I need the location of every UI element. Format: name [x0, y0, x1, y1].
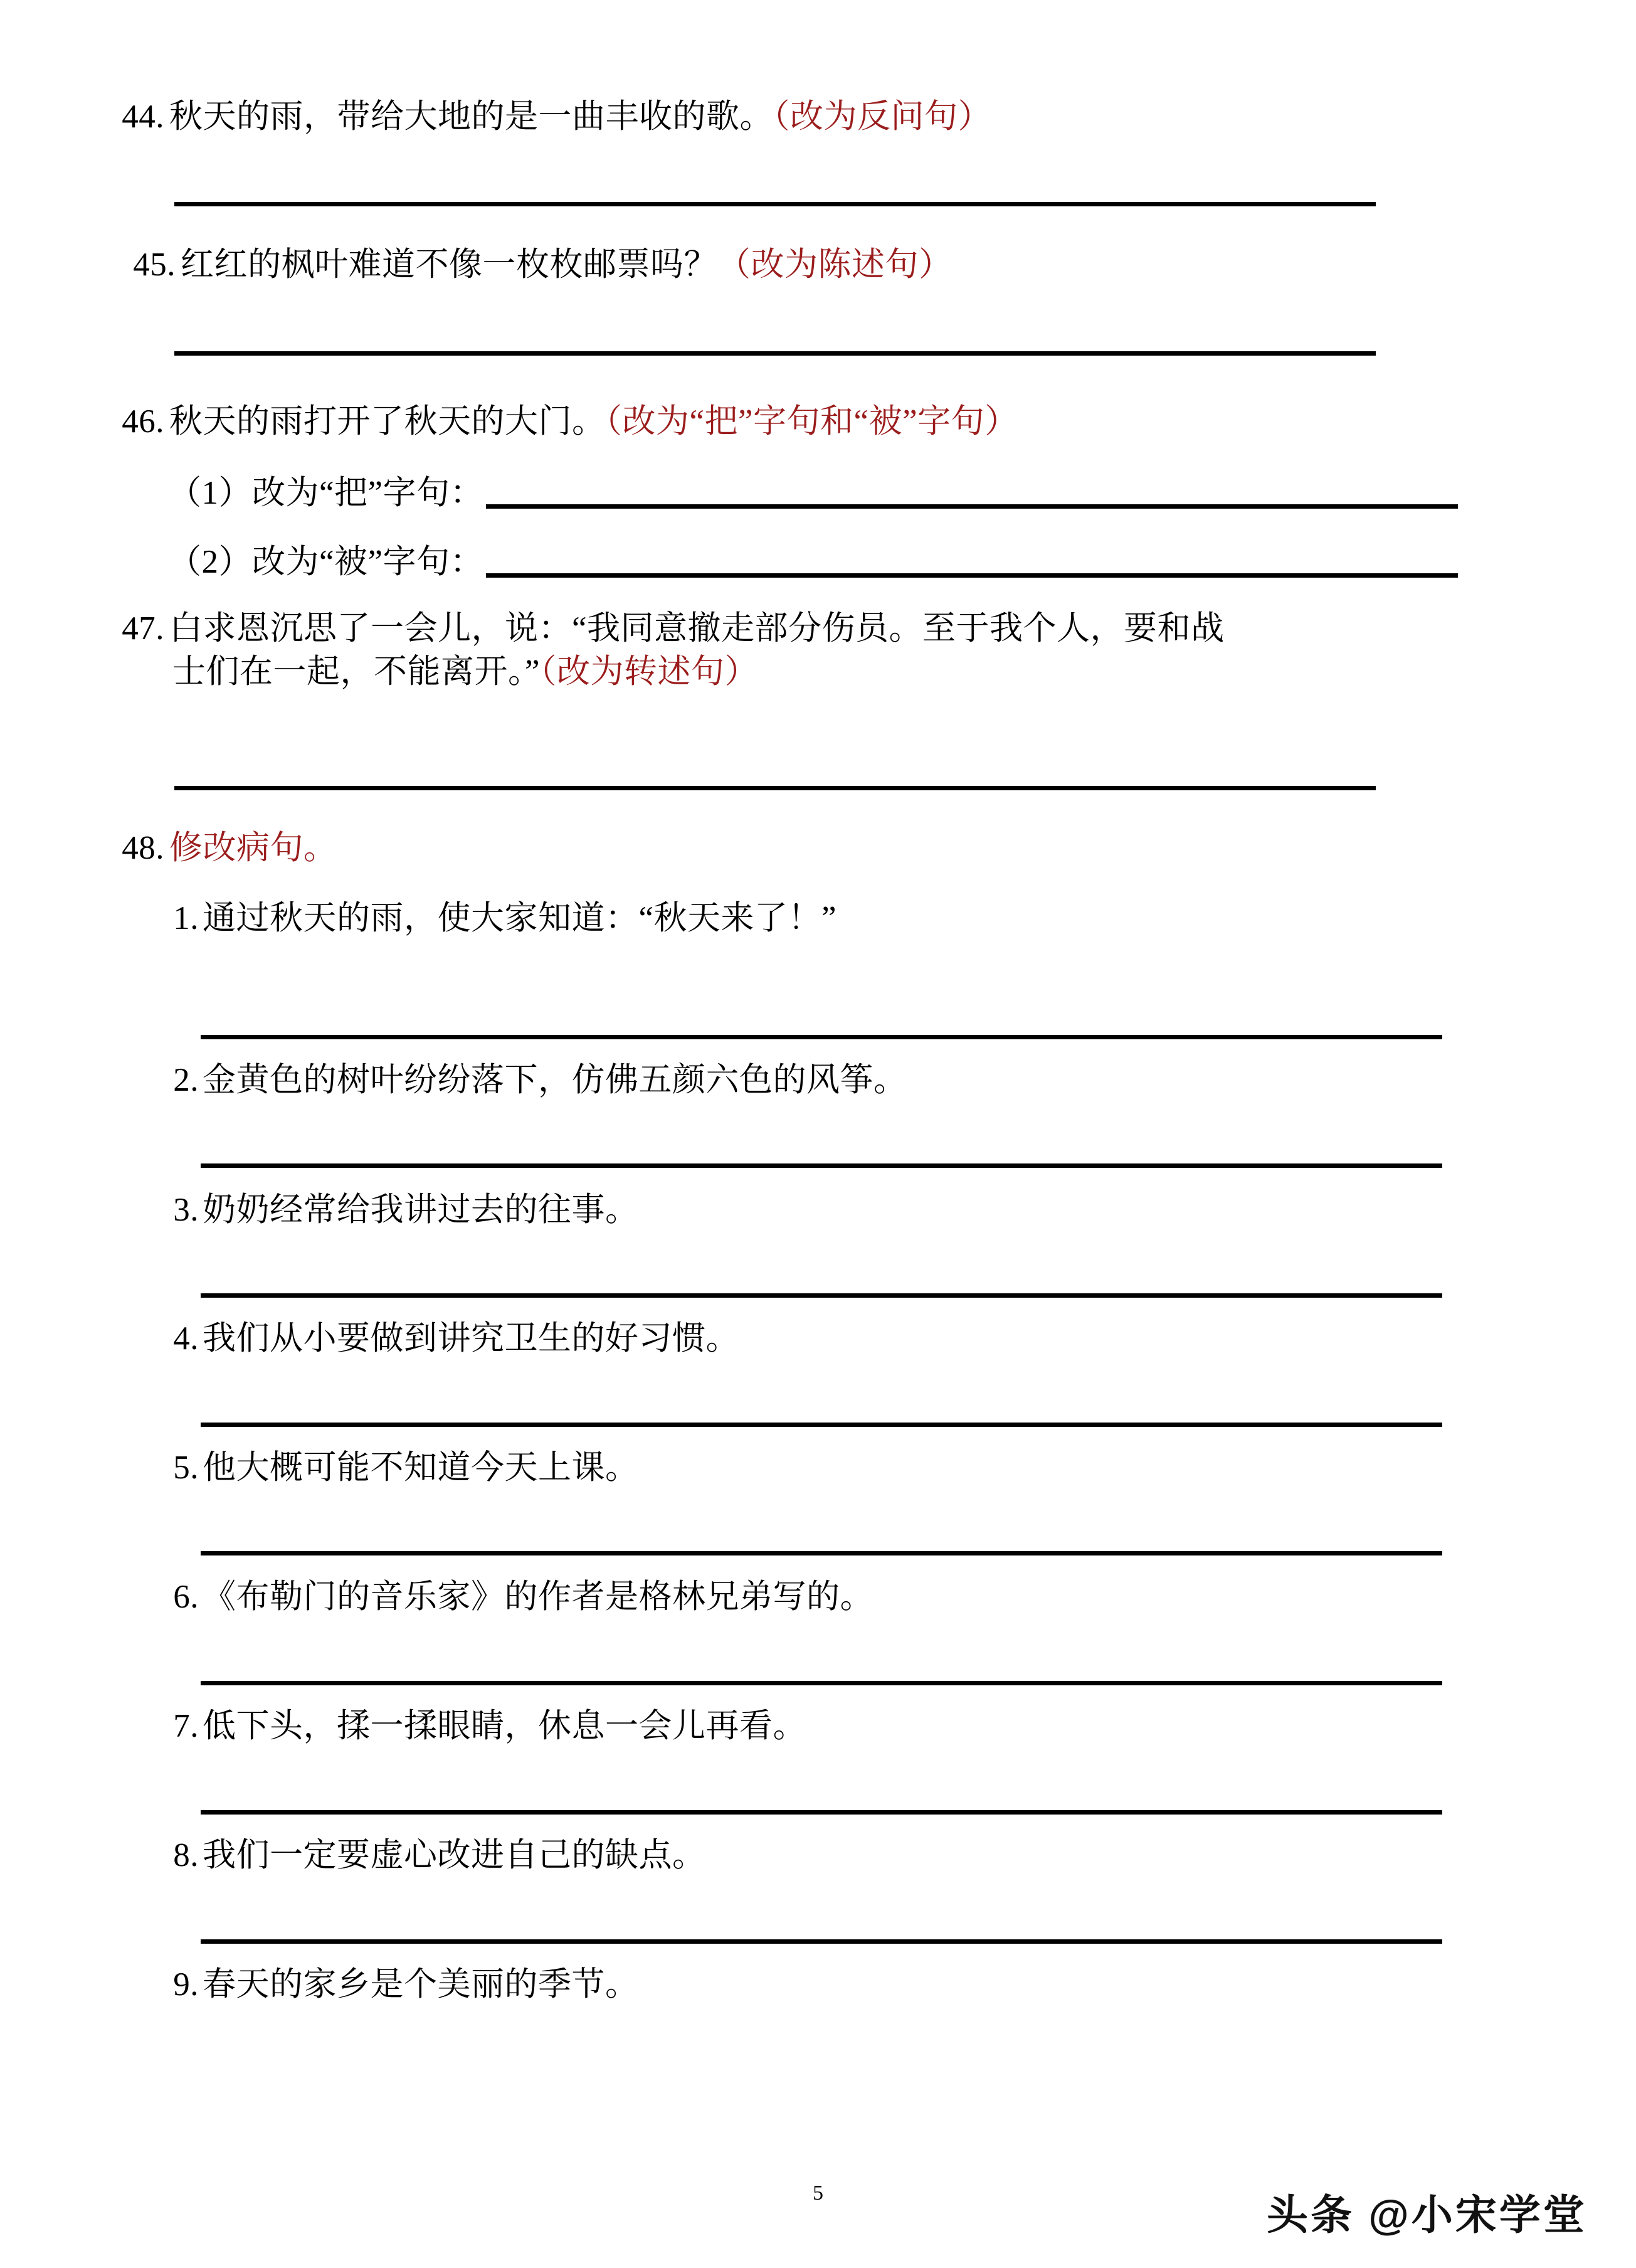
question-48	[0, 827, 1636, 870]
question-45-number: 45.	[133, 246, 176, 283]
question-48-subitem-8	[0, 1834, 1636, 1877]
question-48-subitem-1-text: 通过秋天的雨，使大家知道：“秋天来了！”	[203, 900, 837, 936]
answer-rule-45[interactable]	[174, 351, 1376, 356]
question-46-hint: （改为“把”字句和“被”字句）	[605, 403, 1018, 440]
question-46	[0, 400, 1636, 443]
question-48-subitem-4	[0, 1317, 1636, 1360]
question-46-text: 秋天的雨打开了秋天的大门。（改为“把”字句和“被”字句）	[169, 403, 1018, 440]
question-47-hint: （改为转述句）	[540, 653, 759, 690]
question-48-subitem-9-text: 春天的家乡是个美丽的季节。	[203, 1966, 639, 2003]
question-48-subitem-7	[0, 1705, 1636, 1748]
question-48-heading: 修改病句。	[169, 830, 337, 866]
question-45	[0, 243, 1636, 287]
question-47-text-line-2: 士们在一起，不能离开。”（改为转述句）	[172, 653, 759, 690]
question-48-subitem-9-number: 9.	[173, 1966, 199, 2003]
answer-rule-48-6[interactable]	[201, 1681, 1442, 1685]
question-46-subitem-2-label: 改为“被”字句：	[252, 544, 484, 580]
answer-rule-48-8[interactable]	[201, 1939, 1442, 1944]
answer-rule-48-2[interactable]	[201, 1163, 1442, 1168]
question-46-subitem-2-number: （2）	[168, 544, 252, 580]
answer-rule-48-3[interactable]	[201, 1293, 1442, 1298]
question-48-subitem-3-number: 3.	[173, 1192, 199, 1228]
answer-rule-48-4[interactable]	[201, 1423, 1442, 1427]
question-46-subitem-1-label: 改为“把”字句：	[252, 475, 484, 511]
question-45-text: 红红的枫叶难道不像一枚枚邮票吗？（改为陈述句）	[181, 246, 953, 283]
question-48-subitem-3	[0, 1189, 1636, 1232]
question-48-subitem-1	[0, 897, 1636, 940]
question-44-hint: （改为反问句）	[773, 98, 991, 135]
page-number: 5	[813, 2181, 823, 2205]
answer-rule-48-5[interactable]	[201, 1551, 1442, 1555]
question-44-number: 44.	[122, 98, 164, 135]
question-48-subitem-5	[0, 1446, 1636, 1490]
question-47	[0, 607, 1636, 694]
question-47-text-line-1: 白求恩沉思了一会儿，说：“我同意撤走部分伤员。至于我个人，要和战	[169, 610, 1225, 647]
question-48-subitem-1-number: 1.	[173, 900, 199, 936]
question-48-subitem-6-number: 6.	[173, 1579, 199, 1615]
question-48-subitem-2-number: 2.	[173, 1062, 199, 1098]
question-44-text: 秋天的雨，带给大地的是一曲丰收的歌。（改为反问句）	[169, 98, 991, 135]
question-48-subitem-6-text: 《布勒门的音乐家》的作者是格林兄弟写的。	[203, 1579, 873, 1615]
question-48-subitem-7-text: 低下头，揉一揉眼睛，休息一会儿再看。	[203, 1708, 806, 1744]
question-48-subitem-9	[0, 1963, 1636, 2006]
answer-rule-48-7[interactable]	[201, 1810, 1442, 1815]
answer-rule-46-2[interactable]	[486, 573, 1458, 578]
answer-rule-47[interactable]	[174, 786, 1376, 790]
question-45-hint: （改为陈述句）	[717, 246, 953, 283]
question-48-subitem-3-text: 奶奶经常给我讲过去的往事。	[203, 1192, 639, 1228]
question-44	[0, 95, 1636, 139]
question-48-subitem-2-text: 金黄色的树叶纷纷落下，仿佛五颜六色的风筝。	[203, 1062, 907, 1098]
answer-rule-44[interactable]	[174, 202, 1376, 206]
question-46-subitem-1	[0, 472, 1636, 515]
question-48-subitem-5-text: 他大概可能不知道今天上课。	[203, 1449, 639, 1486]
question-48-subitem-5-number: 5.	[173, 1449, 199, 1486]
question-46-subitem-1-number: （1）	[168, 475, 252, 511]
question-48-subitem-4-number: 4.	[173, 1320, 199, 1357]
question-48-number: 48.	[122, 830, 164, 866]
question-46-number: 46.	[122, 403, 164, 440]
question-48-subitem-8-number: 8.	[173, 1837, 199, 1873]
question-46-subitem-2	[0, 541, 1636, 584]
question-48-subitem-6	[0, 1576, 1636, 1619]
answer-rule-46-1[interactable]	[486, 504, 1458, 509]
question-48-subitem-7-number: 7.	[173, 1708, 199, 1744]
watermark: 头条 @小宋学堂	[1267, 2191, 1587, 2238]
question-47-number: 47.	[122, 610, 164, 647]
answer-rule-48-1[interactable]	[201, 1035, 1442, 1039]
question-48-subitem-2	[0, 1059, 1636, 1102]
question-48-subitem-4-text: 我们从小要做到讲究卫生的好习惯。	[203, 1320, 739, 1357]
question-48-subitem-8-text: 我们一定要虚心改进自己的缺点。	[203, 1837, 706, 1873]
